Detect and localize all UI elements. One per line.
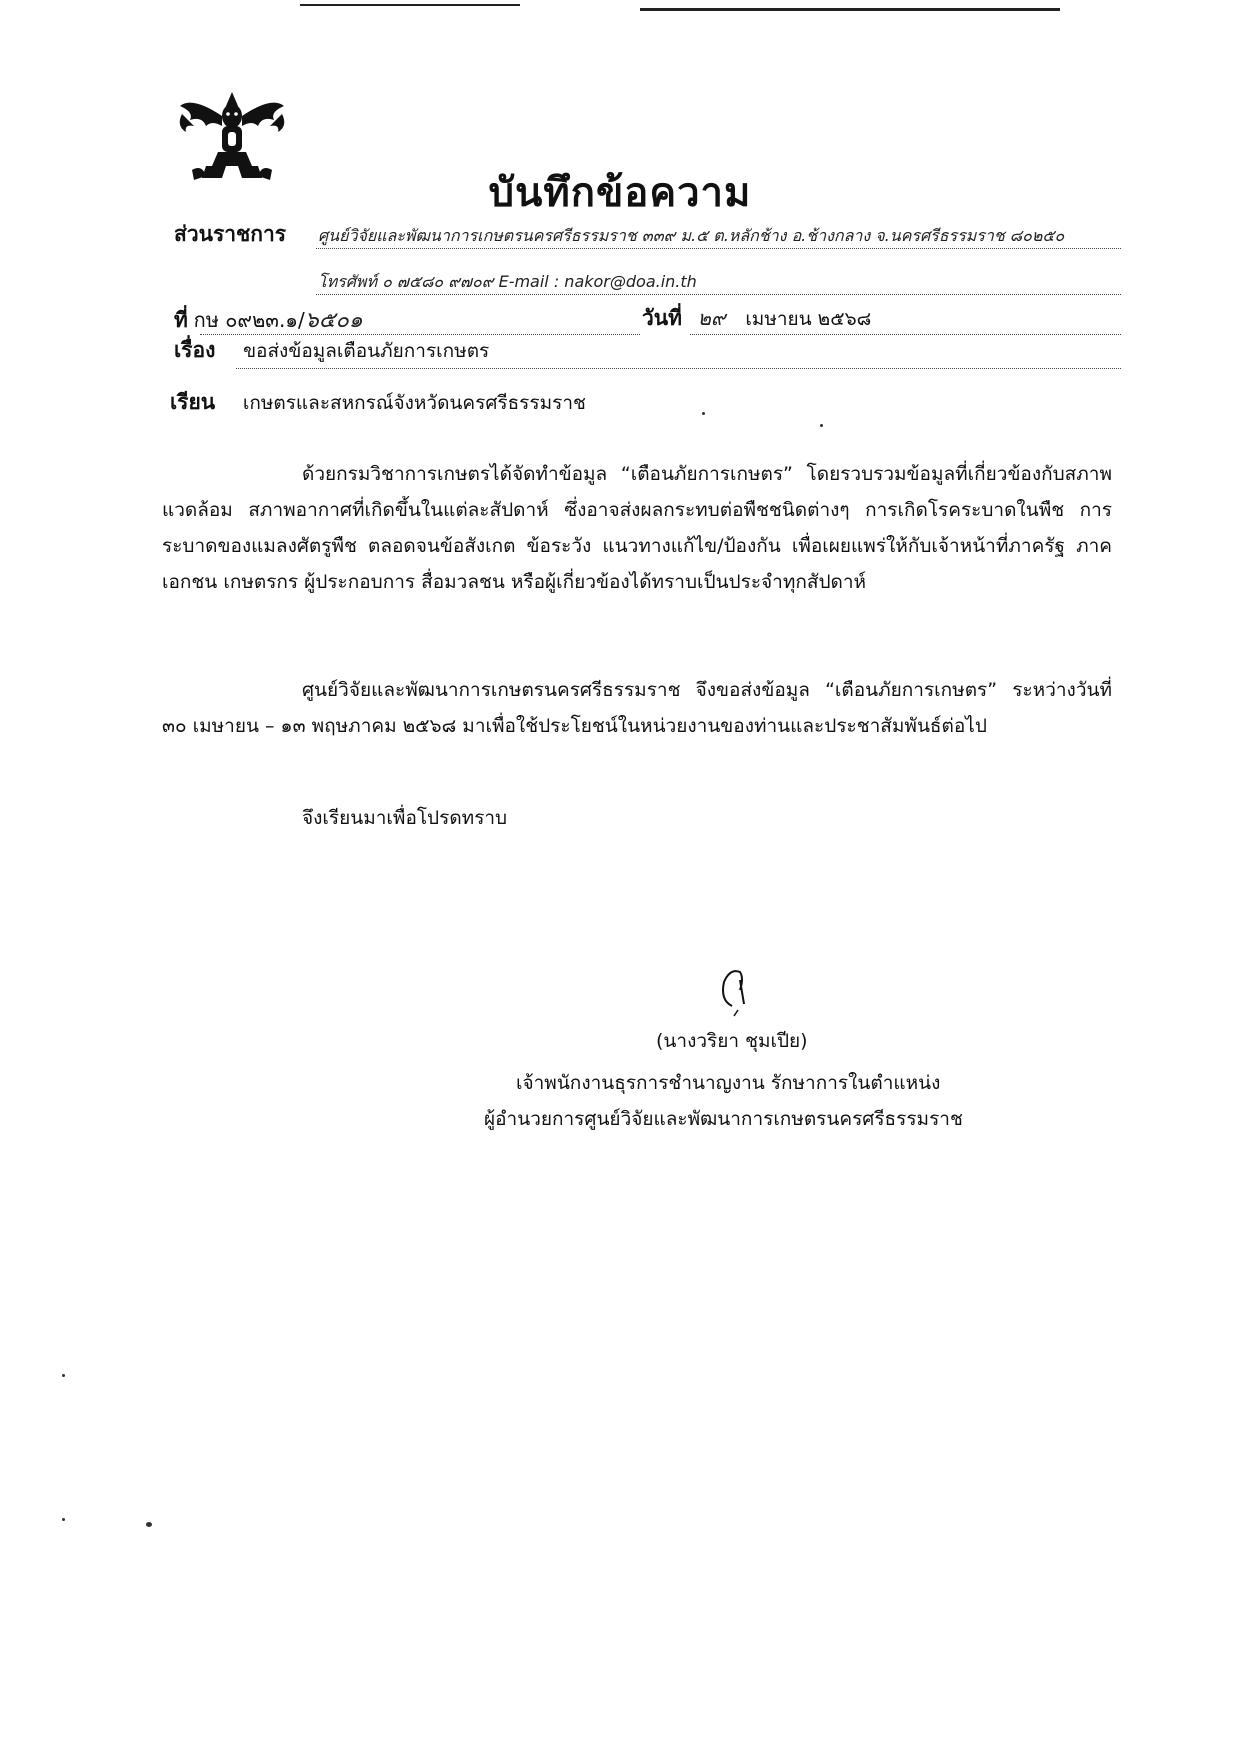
date-day: ๒๙ [697, 306, 726, 330]
subject-text: ขอส่งข้อมูลเตือนภัยการเกษตร [243, 340, 490, 362]
handwritten-signature [710, 960, 760, 1020]
subject-dotted-line [236, 368, 1121, 369]
ref-label: ที่ [174, 308, 188, 332]
scan-speck [820, 424, 823, 427]
date-row [642, 302, 871, 335]
closing-line [162, 800, 1112, 836]
signer-name: (นางวริยา ชุมเปีย) [656, 1030, 808, 1052]
scan-speck [62, 1374, 65, 1377]
date-rest: เมษายน ๒๕๖๘ [745, 308, 872, 330]
closing-text: จึงเรียนมาเพื่อโปรดทราบ [302, 807, 508, 829]
agency-dotted-line [316, 248, 1121, 249]
ref-number: กษ ๐๙๒๓.๑/ [193, 308, 305, 332]
scan-speck [62, 1518, 65, 1521]
to-label: เรียน [170, 390, 216, 414]
body-paragraph-2 [162, 672, 1112, 744]
ref-row [174, 302, 363, 337]
body-paragraph-2-text: ศูนย์วิจัยและพัฒนาการเกษตรนครศรีธรรมราช จึงขอส่งข้อมูล “เตือนภัยการเกษตร” ระหว่างวันที่ ๓๐ เมษายน – ๑๓ พฤษภาคม ๒๕๖๘ มาเพื่อใช้ประโยชน์ในหน่วยงานของท่านและประชาสัมพันธ์ต่อไป [162, 679, 1112, 737]
page-title: บันทึกข้อความ [488, 170, 752, 216]
agency-row [174, 218, 286, 251]
signer-position-1: เจ้าพนักงานธุรการชำนาญงาน รักษาการในตำแหน่ง [516, 1072, 941, 1094]
agency-line-1 [318, 224, 1064, 249]
body-paragraph-1-text: ด้วยกรมวิชาการเกษตรได้จัดทำข้อมูล “เตือนภัยการเกษตร” โดยรวบรวมข้อมูลที่เกี่ยวข้องกับสภาพแวดล้อม สภาพอากาศที่เกิดขึ้นในแต่ละสัปดาห์ ซึ่งอาจส่งผลกระทบต่อพืชชนิดต่างๆ การเกิดโรคระบาดในพืช การระบาดของแมลงศัตรูพืช ตลอดจนข้อสังเกต ข้อระวัง แนวทางแก้ไข/ป้องกัน เพื่อเผยแพร่ให้กับเจ้าหน้าที่ภาครัฐ ภาคเอกชน เกษตรกร ผู้ประกอบการ สื่อมวลชน หรือผู้เกี่ยวข้องได้ทราบเป็นประจำทุกสัปดาห์ [162, 463, 1112, 593]
agency-label: ส่วนราชการ [174, 222, 287, 246]
subject-row [174, 334, 489, 367]
scan-edge-line [640, 8, 1060, 11]
date-label: วันที่ [642, 306, 682, 330]
date-dotted-line [690, 334, 1121, 335]
agency-line-2 [318, 270, 697, 295]
scan-edge-line [300, 4, 520, 6]
to-text: เกษตรและสหกรณ์จังหวัดนครศรีธรรมราช [242, 392, 586, 414]
agency-line1-text: ศูนย์วิจัยและพัฒนาการเกษตรนครศรีธรรมราช ๓๓๙ ม.๕ ต.หลักช้าง อ.ช้างกลาง จ.นครศรีธรรมราช ๘๐๒๕๐ [318, 226, 1065, 245]
scan-speck [702, 412, 705, 415]
agency-line2-text: โทรศัพท์ ๐ ๗๕๘๐ ๙๗๐๙ E-mail : nakor@doa.in.th [318, 272, 697, 291]
body-paragraph-1 [162, 456, 1112, 600]
subject-label: เรื่อง [174, 338, 216, 362]
signer-position-2: ผู้อำนวยการศูนย์วิจัยและพัฒนาการเกษตรนครศรีธรรมราช [484, 1108, 963, 1130]
scan-speck [146, 1522, 152, 1527]
ref-handwritten-number: ๖๕๐๑ [304, 308, 363, 333]
agency-dotted-line-2 [316, 294, 1121, 295]
to-row [170, 386, 586, 419]
